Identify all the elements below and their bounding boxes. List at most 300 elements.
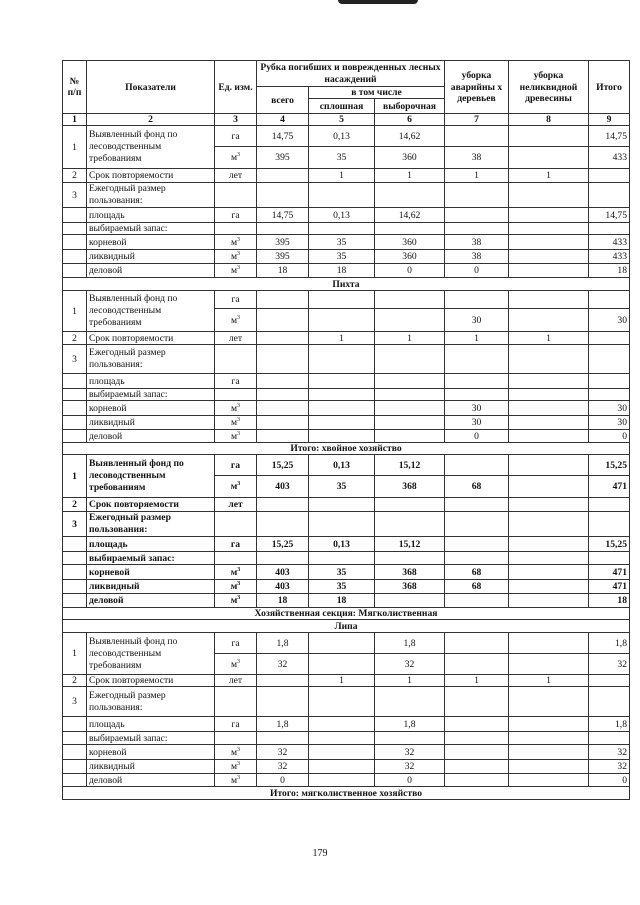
value-cell: 18 xyxy=(257,264,309,278)
unit-cell: лет xyxy=(215,332,257,345)
value-cell xyxy=(445,774,509,787)
row-number xyxy=(63,430,87,443)
row-number xyxy=(63,717,87,732)
scan-mark xyxy=(338,0,418,4)
indicator-label: ликвидный xyxy=(87,250,215,264)
value-cell: 35 xyxy=(309,580,375,594)
value-cell xyxy=(375,687,445,717)
value-cell: 30 xyxy=(445,401,509,416)
value-cell: 1 xyxy=(445,675,509,687)
value-cell: 0,13 xyxy=(309,208,375,223)
unit-cell: лет xyxy=(215,498,257,512)
value-cell xyxy=(375,309,445,332)
unit-cell xyxy=(215,223,257,235)
section-header-row xyxy=(63,620,630,633)
unit-cell xyxy=(215,389,257,401)
unit-cell: га xyxy=(215,537,257,552)
table-row xyxy=(63,401,630,416)
value-cell: 32 xyxy=(257,654,309,675)
incl-header: в том числе xyxy=(309,87,445,99)
value-cell xyxy=(589,498,630,512)
value-cell: 0 xyxy=(257,774,309,787)
value-cell: 471 xyxy=(589,565,630,580)
value-cell xyxy=(589,183,630,208)
value-cell xyxy=(445,537,509,552)
value-cell xyxy=(257,389,309,401)
section-title: Итого: мягколиственное хозяйство xyxy=(63,787,630,800)
value-cell xyxy=(309,389,375,401)
unit-cell xyxy=(215,512,257,537)
value-cell: 15,25 xyxy=(589,537,630,552)
value-cell: 471 xyxy=(589,476,630,498)
table-row xyxy=(63,374,630,389)
section-title: Липа xyxy=(63,620,630,633)
value-cell xyxy=(589,223,630,235)
indicator-label: ликвидный xyxy=(87,760,215,774)
row-number xyxy=(63,250,87,264)
value-cell: 30 xyxy=(589,416,630,430)
value-cell xyxy=(509,126,589,147)
value-cell: 1 xyxy=(309,332,375,345)
unit-cell: $м^3$ xyxy=(215,250,257,264)
value-cell: 30 xyxy=(445,309,509,332)
felling-group-header: Рубка погибших и поврежденных лесных насаждений xyxy=(257,61,445,87)
value-cell xyxy=(375,183,445,208)
value-cell: 35 xyxy=(309,235,375,250)
value-cell xyxy=(445,208,509,223)
value-cell xyxy=(309,345,375,374)
value-cell xyxy=(375,498,445,512)
value-cell: 15,12 xyxy=(375,537,445,552)
indicator-label: площадь xyxy=(87,717,215,732)
col-number-cell: 2 xyxy=(87,114,215,126)
col-emergency-header: уборка аварийны х деревьев xyxy=(445,61,509,114)
value-cell xyxy=(509,633,589,654)
indicator-label: площадь xyxy=(87,537,215,552)
value-cell: 32 xyxy=(375,654,445,675)
value-cell: 0,13 xyxy=(309,126,375,147)
value-cell: 1 xyxy=(309,675,375,687)
indicator-label: деловой xyxy=(87,594,215,608)
value-cell xyxy=(509,401,589,416)
value-cell xyxy=(445,291,509,309)
value-cell xyxy=(509,264,589,278)
value-cell xyxy=(509,537,589,552)
value-cell: 0 xyxy=(589,774,630,787)
unit-cell: $м^3$ xyxy=(215,430,257,443)
row-number xyxy=(63,208,87,223)
value-cell xyxy=(509,745,589,760)
indicator-label: ликвидный xyxy=(87,580,215,594)
value-cell xyxy=(309,687,375,717)
value-cell xyxy=(257,183,309,208)
value-cell: 68 xyxy=(445,476,509,498)
row-number: 3 xyxy=(63,687,87,717)
value-cell xyxy=(589,732,630,745)
row-number xyxy=(63,537,87,552)
unit-cell: $м^3$ xyxy=(215,401,257,416)
value-cell xyxy=(445,594,509,608)
value-cell xyxy=(509,416,589,430)
unit-cell: лет xyxy=(215,169,257,183)
value-cell xyxy=(445,374,509,389)
value-cell xyxy=(257,345,309,374)
unit-cell: $м^3$ xyxy=(215,760,257,774)
value-cell: 368 xyxy=(375,580,445,594)
col-unit-header: Ед. изм. xyxy=(215,61,257,114)
value-cell xyxy=(257,332,309,345)
unit-cell xyxy=(215,732,257,745)
value-cell: 433 xyxy=(589,235,630,250)
row-number xyxy=(63,389,87,401)
value-cell xyxy=(509,430,589,443)
unit-cell: га xyxy=(215,374,257,389)
indicator-label: деловой xyxy=(87,264,215,278)
unit-cell: га xyxy=(215,208,257,223)
value-cell: 35 xyxy=(309,476,375,498)
unit-cell: $м^3$ xyxy=(215,745,257,760)
unit-cell xyxy=(215,552,257,565)
value-cell xyxy=(445,223,509,235)
value-cell: 68 xyxy=(445,565,509,580)
value-cell: 14,75 xyxy=(589,208,630,223)
table-row xyxy=(63,389,630,401)
value-cell xyxy=(309,498,375,512)
section-title: Итого: хвойное хозяйство xyxy=(63,443,630,455)
value-cell xyxy=(589,389,630,401)
col-total-header: Итого xyxy=(589,61,630,114)
table-row xyxy=(63,264,630,278)
value-cell: 30 xyxy=(589,401,630,416)
value-cell xyxy=(257,401,309,416)
col-number-cell: 4 xyxy=(257,114,309,126)
value-cell: 14,62 xyxy=(375,126,445,147)
unit-cell: $м^3$ xyxy=(215,147,257,169)
indicator-label: корневой xyxy=(87,565,215,580)
value-cell xyxy=(445,345,509,374)
unit-cell xyxy=(215,183,257,208)
value-cell: 32 xyxy=(589,745,630,760)
indicator-label: площадь xyxy=(87,374,215,389)
value-cell xyxy=(309,374,375,389)
col-number-cell: 3 xyxy=(215,114,257,126)
value-cell xyxy=(257,498,309,512)
value-cell: 32 xyxy=(375,745,445,760)
value-cell xyxy=(309,732,375,745)
value-cell xyxy=(375,374,445,389)
value-cell xyxy=(375,594,445,608)
value-cell: 68 xyxy=(445,580,509,594)
value-cell xyxy=(309,223,375,235)
indicator-label: корневой xyxy=(87,745,215,760)
value-cell: 32 xyxy=(257,760,309,774)
value-cell xyxy=(589,552,630,565)
unit-cell: $м^3$ xyxy=(215,264,257,278)
value-cell xyxy=(445,654,509,675)
value-cell xyxy=(509,147,589,169)
value-cell: 32 xyxy=(375,760,445,774)
table-row xyxy=(63,675,630,687)
value-cell: 1,8 xyxy=(375,633,445,654)
table-row xyxy=(63,633,630,654)
section-header-row xyxy=(63,443,630,455)
value-cell: 1 xyxy=(375,332,445,345)
col-num-header: № п/п xyxy=(63,61,87,114)
unit-cell: $м^3$ xyxy=(215,580,257,594)
table-row xyxy=(63,512,630,537)
row-number: 3 xyxy=(63,345,87,374)
value-cell: 471 xyxy=(589,580,630,594)
table-row xyxy=(63,760,630,774)
value-cell xyxy=(509,208,589,223)
indicator-label: Ежегодный размер пользования: xyxy=(87,512,215,537)
table-row xyxy=(63,774,630,787)
indicator-label: деловой xyxy=(87,774,215,787)
value-cell: 0 xyxy=(375,264,445,278)
value-cell: 0 xyxy=(445,430,509,443)
value-cell xyxy=(509,774,589,787)
value-cell xyxy=(257,512,309,537)
value-cell xyxy=(509,291,589,309)
value-cell xyxy=(445,552,509,565)
value-cell: 1 xyxy=(309,169,375,183)
indicator-label: выбираемый запас: xyxy=(87,552,215,565)
row-number xyxy=(63,745,87,760)
value-cell: 15,25 xyxy=(257,455,309,476)
indicator-label: Срок повторяемости xyxy=(87,498,215,512)
indicator-label: Ежегодный размер пользования: xyxy=(87,345,215,374)
value-cell xyxy=(257,732,309,745)
table-row xyxy=(63,455,630,476)
value-cell xyxy=(257,374,309,389)
value-cell xyxy=(509,455,589,476)
value-cell: 15,12 xyxy=(375,455,445,476)
col-clear-header: сплошная xyxy=(309,99,375,114)
table-row xyxy=(63,345,630,374)
col-illiquid-header: уборка неликвидной древесины xyxy=(509,61,589,114)
indicator-label: площадь xyxy=(87,208,215,223)
value-cell: 1 xyxy=(375,675,445,687)
indicator-label: Срок повторяемости xyxy=(87,169,215,183)
unit-cell: га xyxy=(215,291,257,309)
value-cell xyxy=(589,291,630,309)
value-cell: 15,25 xyxy=(257,537,309,552)
value-cell: 1 xyxy=(445,169,509,183)
value-cell xyxy=(257,675,309,687)
value-cell xyxy=(445,183,509,208)
table-row xyxy=(63,332,630,345)
value-cell: 0 xyxy=(445,264,509,278)
table-row xyxy=(63,687,630,717)
value-cell xyxy=(445,512,509,537)
table-row xyxy=(63,594,630,608)
value-cell: 403 xyxy=(257,580,309,594)
row-number: 1 xyxy=(63,633,87,675)
indicator-label: Срок повторяемости xyxy=(87,675,215,687)
unit-cell: $м^3$ xyxy=(215,774,257,787)
value-cell xyxy=(509,309,589,332)
value-cell xyxy=(509,498,589,512)
value-cell: 0 xyxy=(589,430,630,443)
value-cell xyxy=(375,345,445,374)
value-cell: 395 xyxy=(257,250,309,264)
value-cell: 18 xyxy=(257,594,309,608)
value-cell xyxy=(509,552,589,565)
value-cell xyxy=(589,345,630,374)
value-cell xyxy=(445,717,509,732)
value-cell: 38 xyxy=(445,235,509,250)
value-cell xyxy=(589,169,630,183)
value-cell xyxy=(309,654,375,675)
value-cell: 1,8 xyxy=(589,717,630,732)
col-number-cell: 6 xyxy=(375,114,445,126)
value-cell: 360 xyxy=(375,147,445,169)
value-cell xyxy=(375,416,445,430)
row-number xyxy=(63,580,87,594)
table-row xyxy=(63,537,630,552)
row-number xyxy=(63,416,87,430)
indicator-label: корневой xyxy=(87,401,215,416)
value-cell xyxy=(509,345,589,374)
indicator-label: деловой xyxy=(87,430,215,443)
value-cell: 30 xyxy=(589,309,630,332)
value-cell: 15,25 xyxy=(589,455,630,476)
value-cell: 360 xyxy=(375,235,445,250)
col-number-cell: 1 xyxy=(63,114,87,126)
col-number-cell: 9 xyxy=(589,114,630,126)
value-cell: 403 xyxy=(257,565,309,580)
unit-cell: $м^3$ xyxy=(215,476,257,498)
table-row xyxy=(63,291,630,309)
table-row xyxy=(63,416,630,430)
value-cell: 0,13 xyxy=(309,455,375,476)
value-cell xyxy=(509,223,589,235)
value-cell xyxy=(445,455,509,476)
value-cell xyxy=(589,687,630,717)
table-row xyxy=(63,565,630,580)
value-cell xyxy=(589,374,630,389)
row-number xyxy=(63,401,87,416)
value-cell xyxy=(257,430,309,443)
col-total-sub-header: всего xyxy=(257,87,309,114)
row-number: 2 xyxy=(63,675,87,687)
unit-cell: га xyxy=(215,126,257,147)
value-cell xyxy=(309,774,375,787)
indicator-label: Выявленный фонд по лесоводственным требованиям xyxy=(87,126,215,169)
row-number xyxy=(63,235,87,250)
indicator-label: Ежегодный размер пользования: xyxy=(87,687,215,717)
row-number xyxy=(63,594,87,608)
table-row xyxy=(63,235,630,250)
value-cell xyxy=(445,126,509,147)
value-cell xyxy=(509,717,589,732)
value-cell: 1 xyxy=(375,169,445,183)
value-cell xyxy=(375,430,445,443)
value-cell: 433 xyxy=(589,250,630,264)
row-number xyxy=(63,374,87,389)
row-number: 1 xyxy=(63,291,87,332)
value-cell xyxy=(509,476,589,498)
table-row xyxy=(63,208,630,223)
value-cell: 1 xyxy=(509,675,589,687)
value-cell xyxy=(375,552,445,565)
value-cell xyxy=(375,401,445,416)
section-header-row xyxy=(63,787,630,800)
row-number: 2 xyxy=(63,498,87,512)
unit-cell: га xyxy=(215,455,257,476)
value-cell xyxy=(309,512,375,537)
indicator-label: Выявленный фонд по лесоводственным требованиям xyxy=(87,455,215,498)
section-title: Пихта xyxy=(63,278,630,291)
value-cell: 1 xyxy=(509,332,589,345)
row-number xyxy=(63,565,87,580)
value-cell xyxy=(375,732,445,745)
value-cell: 403 xyxy=(257,476,309,498)
table-row xyxy=(63,717,630,732)
indicator-label: Выявленный фонд по лесоводственным требованиям xyxy=(87,291,215,332)
indicator-label: выбираемый запас: xyxy=(87,223,215,235)
row-number: 1 xyxy=(63,455,87,498)
table-row xyxy=(63,732,630,745)
value-cell: 1,8 xyxy=(375,717,445,732)
unit-cell: лет xyxy=(215,675,257,687)
col-number-cell: 8 xyxy=(509,114,589,126)
col-number-cell: 7 xyxy=(445,114,509,126)
value-cell xyxy=(509,580,589,594)
value-cell xyxy=(309,745,375,760)
value-cell: 35 xyxy=(309,565,375,580)
unit-cell: $м^3$ xyxy=(215,309,257,332)
value-cell xyxy=(257,291,309,309)
value-cell: 32 xyxy=(589,654,630,675)
row-number: 3 xyxy=(63,183,87,208)
table-row xyxy=(63,169,630,183)
value-cell xyxy=(445,633,509,654)
value-cell: 1 xyxy=(509,169,589,183)
value-cell: 1,8 xyxy=(589,633,630,654)
value-cell: 18 xyxy=(309,594,375,608)
value-cell xyxy=(445,760,509,774)
row-number: 2 xyxy=(63,169,87,183)
unit-cell: $м^3$ xyxy=(215,235,257,250)
table-row xyxy=(63,745,630,760)
value-cell xyxy=(589,675,630,687)
value-cell xyxy=(375,389,445,401)
col-indicator-header: Показатели xyxy=(87,61,215,114)
unit-cell: $м^3$ xyxy=(215,565,257,580)
value-cell: 1 xyxy=(445,332,509,345)
indicator-label: Срок повторяемости xyxy=(87,332,215,345)
value-cell xyxy=(309,717,375,732)
value-cell xyxy=(257,309,309,332)
forestry-table xyxy=(62,60,630,800)
indicator-label: выбираемый запас: xyxy=(87,732,215,745)
value-cell: 38 xyxy=(445,147,509,169)
value-cell xyxy=(509,512,589,537)
value-cell xyxy=(509,687,589,717)
value-cell xyxy=(309,552,375,565)
value-cell xyxy=(509,594,589,608)
col-selective-header: выборочная xyxy=(375,99,445,114)
indicator-label: корневой xyxy=(87,235,215,250)
value-cell: 368 xyxy=(375,565,445,580)
value-cell: 1,8 xyxy=(257,633,309,654)
value-cell xyxy=(445,745,509,760)
value-cell: 18 xyxy=(309,264,375,278)
value-cell: 0,13 xyxy=(309,537,375,552)
value-cell xyxy=(445,389,509,401)
value-cell xyxy=(257,552,309,565)
